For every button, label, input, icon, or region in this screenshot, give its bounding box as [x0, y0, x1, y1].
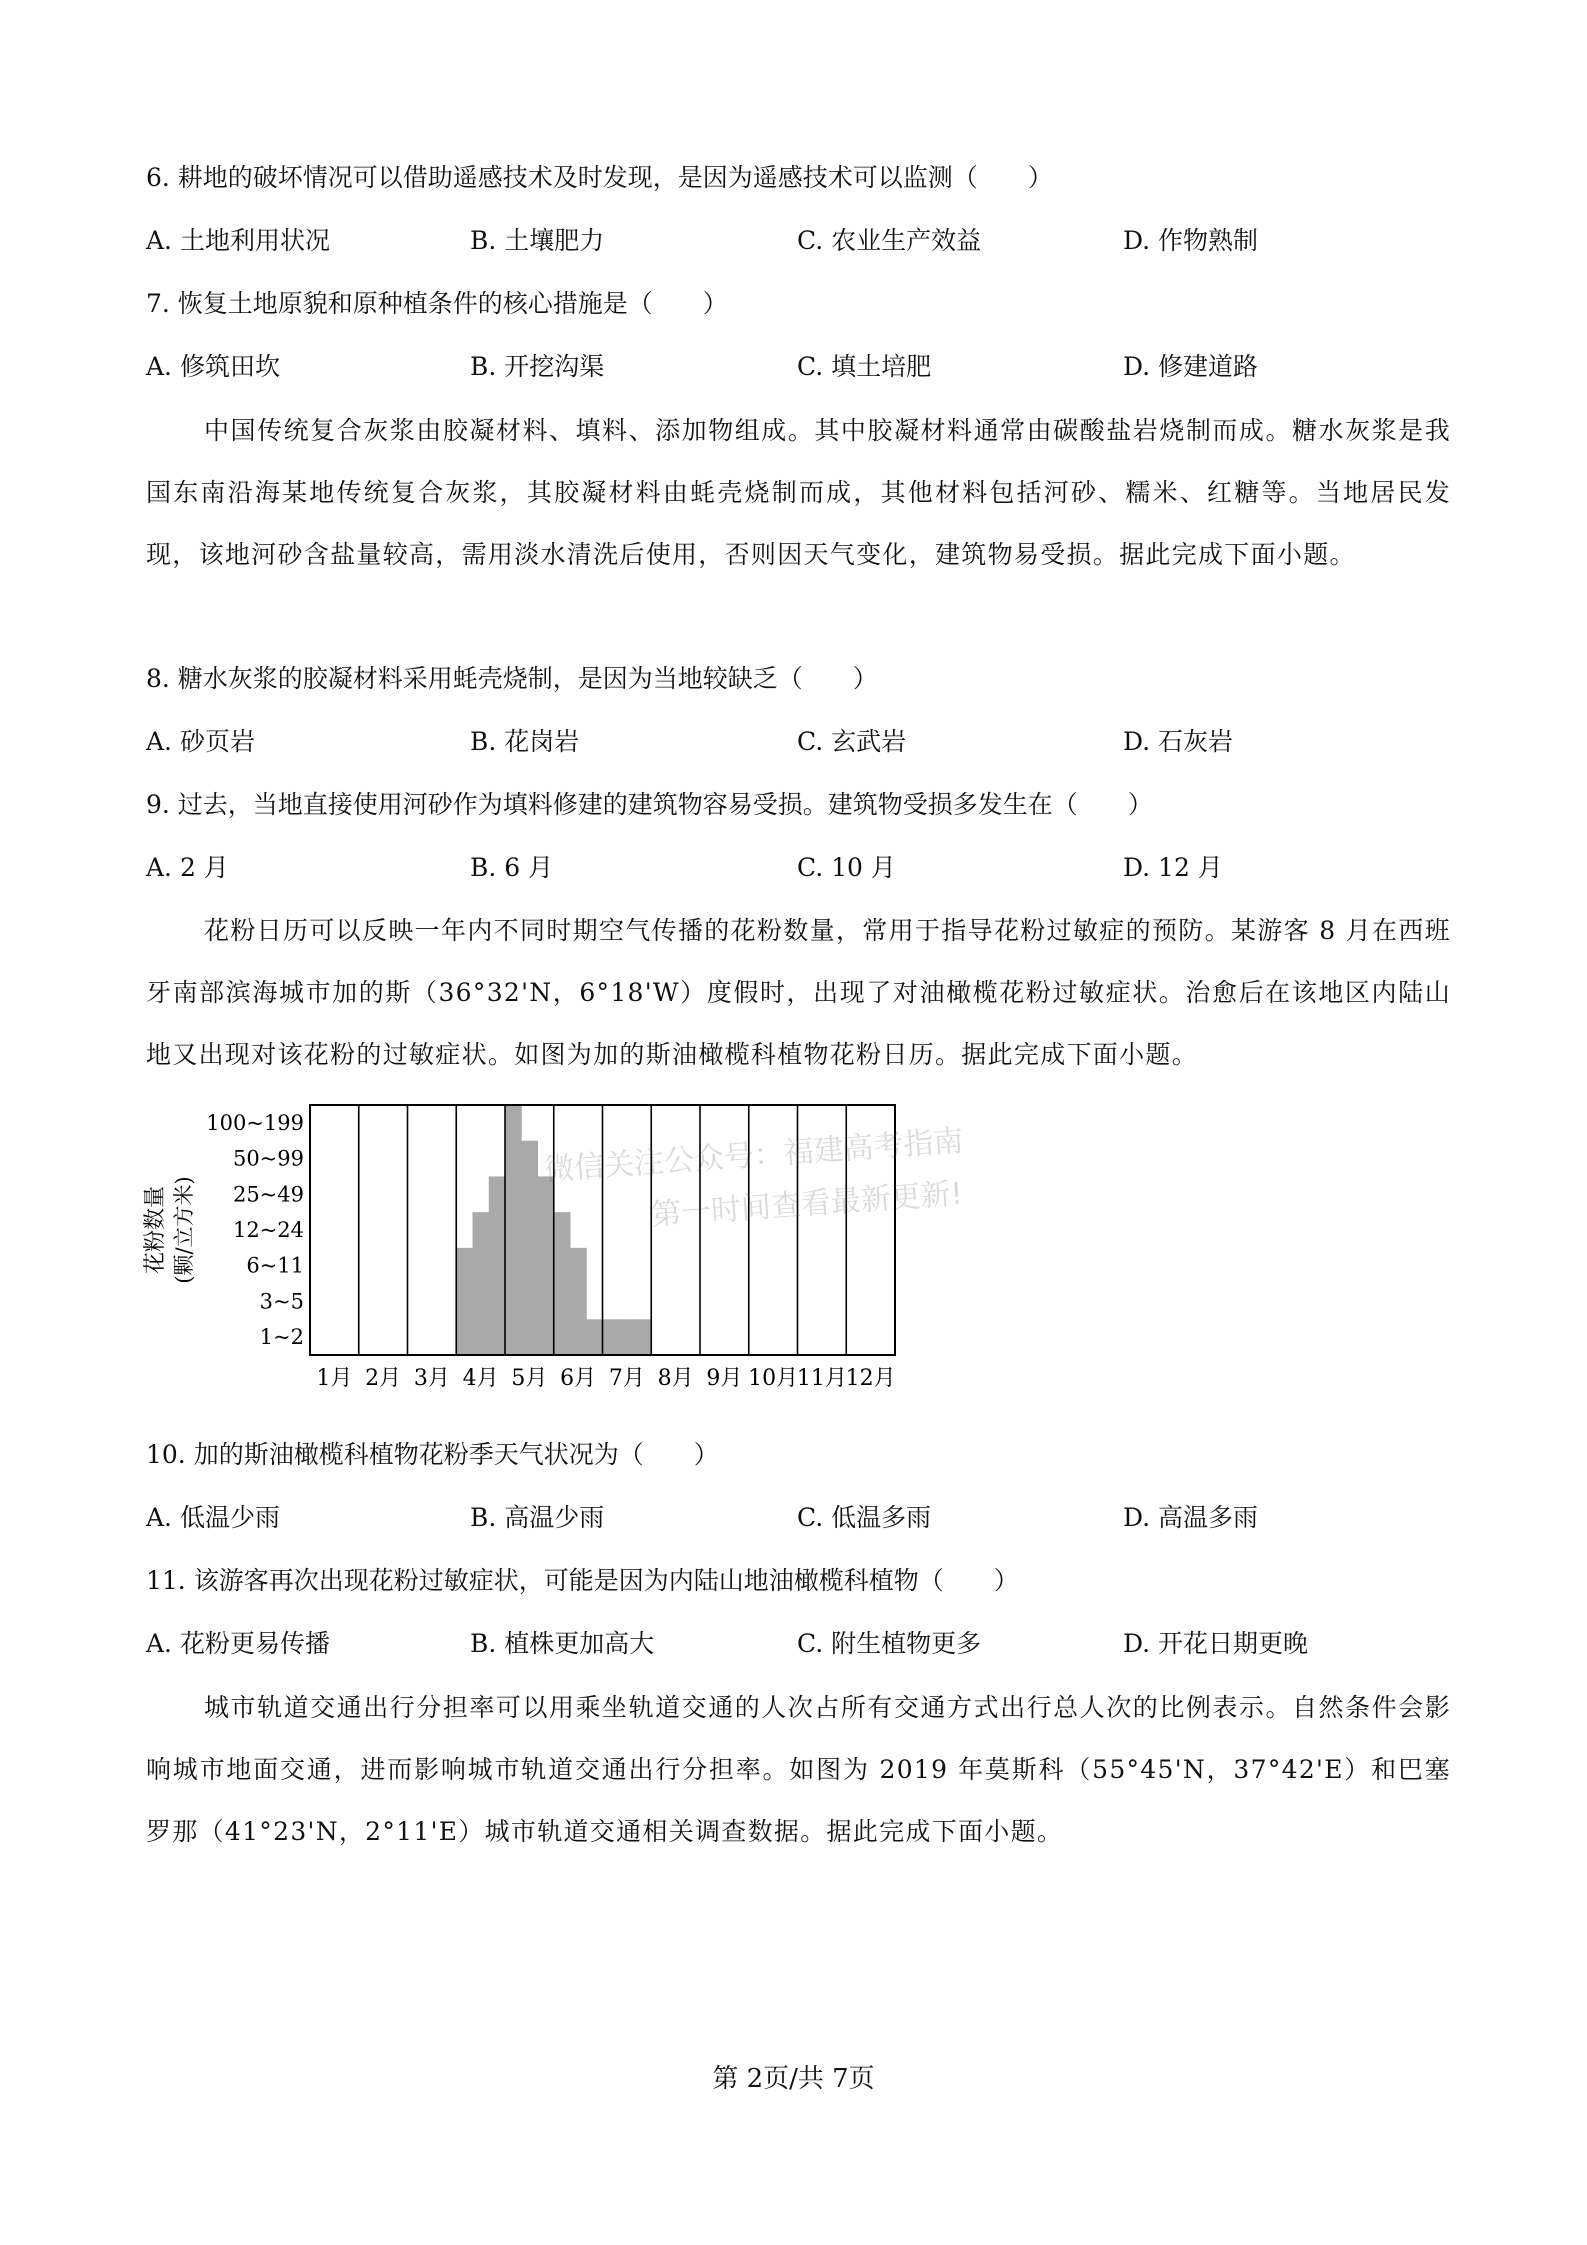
- question-10-stem: 10. 加的斯油橄榄科植物花粉季天气状况为（ ）: [146, 1440, 719, 1469]
- x-tick-label: 1月: [316, 1366, 353, 1391]
- y-tick-label: 3~5: [259, 1289, 304, 1314]
- x-tick-label: 12月: [845, 1366, 896, 1391]
- watermark-line-1: 微信关注公众号：福建高考指南: [543, 1123, 965, 1188]
- y-axis-title: 花粉数量: [143, 1185, 168, 1275]
- y-tick-label: 25~49: [232, 1182, 304, 1207]
- watermark: [543, 1124, 964, 1233]
- x-tick-label: 3月: [413, 1366, 450, 1391]
- x-tick-label: 4月: [462, 1366, 499, 1391]
- y-tick-label: 12~24: [232, 1218, 304, 1242]
- pollen-bar: [521, 1141, 538, 1355]
- x-tick-label: 8月: [657, 1366, 694, 1391]
- x-tick-label: 9月: [706, 1366, 743, 1391]
- page-number: 第 2页/共 7页: [712, 2064, 875, 2094]
- question-8-stem: 8. 糖水灰浆的胶凝材料采用蚝壳烧制，是因为当地较缺乏（ ）: [146, 664, 878, 693]
- y-tick-label: 50~99: [232, 1146, 304, 1171]
- pollen-bar: [619, 1319, 636, 1355]
- x-tick-label: 10月: [748, 1366, 799, 1391]
- x-tick-label: 2月: [365, 1366, 402, 1391]
- passage-lime-mortar: 中国传统复合灰浆由胶凝材料、填料、添加物组成。其中胶凝材料通常由碳酸盐岩烧制而成。糖水灰浆是我国东南沿海某地传统复合灰浆，其胶凝材料由蚝壳烧制而成，其他材料包括河砂、糯米、红糖等。当地居民发现，该地河砂含盐量较高，需用淡水清洗后使用，否则因天气变化，建筑物易受损。据此完成下面小题。: [146, 416, 1451, 569]
- q8-option-b: B. 花岗岩: [470, 727, 580, 756]
- q8-option-c: C. 玄武岩: [797, 727, 907, 756]
- pollen-bar: [554, 1212, 571, 1355]
- q10-option-c: C. 低温多雨: [797, 1503, 932, 1532]
- question-6-stem: 6. 耕地的破坏情况可以借助遥感技术及时发现，是因为遥感技术可以监测（ ）: [146, 163, 1053, 192]
- q9-option-c: C. 10 月: [797, 853, 896, 882]
- q11-option-a: A. 花粉更易传播: [146, 1629, 330, 1658]
- question-7-stem: 7. 恢复土地原貌和原种植条件的核心措施是（ ）: [146, 289, 728, 318]
- x-tick-labels: [316, 1366, 895, 1391]
- q7-option-c: C. 填土培肥: [797, 352, 932, 381]
- y-tick-labels: [206, 1111, 304, 1349]
- pollen-bar: [635, 1319, 652, 1355]
- pollen-bar: [586, 1319, 603, 1355]
- q8-option-a: A. 砂页岩: [146, 727, 255, 756]
- q10-option-d: D. 高温多雨: [1123, 1503, 1259, 1532]
- pollen-bar: [603, 1319, 620, 1355]
- q10-option-a: A. 低温少雨: [146, 1503, 280, 1532]
- x-tick-label: 5月: [511, 1366, 548, 1391]
- x-tick-label: 7月: [608, 1366, 645, 1391]
- pollen-bar: [473, 1212, 490, 1355]
- q6-option-b: B. 土壤肥力: [470, 226, 605, 255]
- question-11-stem: 11. 该游客再次出现花粉过敏症状，可能是因为内陆山地油橄榄科植物（ ）: [146, 1566, 1019, 1595]
- pollen-bar: [538, 1176, 555, 1355]
- q11-option-d: D. 开花日期更晚: [1123, 1629, 1309, 1658]
- q7-option-a: A. 修筑田坎: [146, 352, 280, 381]
- q9-option-d: D. 12 月: [1123, 853, 1223, 882]
- pollen-bar: [456, 1248, 473, 1355]
- passage-rail-transit: 城市轨道交通出行分担率可以用乘坐轨道交通的人次占所有交通方式出行总人次的比例表示。自然条件会影响城市地面交通，进而影响城市轨道交通出行分担率。如图为 2019 年莫斯科（55°45'N，37°42'E）和巴塞罗那（41°23'N，2°11'E）城市轨道交通相关调查数据。据此完成下面小题。: [146, 1693, 1451, 1846]
- pollen-calendar-chart: [140, 1095, 965, 1415]
- watermark-line-2: 第一时间查看最新更新!: [650, 1176, 964, 1233]
- q10-option-b: B. 高温少雨: [470, 1503, 605, 1532]
- y-axis-unit: (颗/立方米): [172, 1176, 196, 1284]
- q11-option-b: B. 植株更加高大: [470, 1629, 655, 1658]
- y-tick-label: 100~199: [206, 1110, 304, 1135]
- q8-option-d: D. 石灰岩: [1123, 727, 1234, 756]
- q6-option-c: C. 农业生产效益: [797, 226, 982, 255]
- q7-option-b: B. 开挖沟渠: [470, 352, 605, 381]
- passage-pollen-calendar: 花粉日历可以反映一年内不同时期空气传播的花粉数量，常用于指导花粉过敏症的预防。某游客 8 月在西班牙南部滨海城市加的斯（36°32'N，6°18'W）度假时，出现了对油橄榄花粉过敏症状。治愈后在该地区内陆山地又出现对该花粉的过敏症状。如图为加的斯油橄榄科植物花粉日历。据此完成下面小题。: [146, 916, 1451, 1069]
- q7-option-d: D. 修建道路: [1123, 352, 1259, 381]
- q9-option-a: A. 2 月: [146, 853, 229, 882]
- y-tick-label: 6~11: [246, 1253, 304, 1278]
- question-9-stem: 9. 过去，当地直接使用河砂作为填料修建的建筑物容易受损。建筑物受损多发生在（ ）: [146, 790, 1153, 819]
- pollen-bar: [505, 1105, 522, 1355]
- y-tick-label: 1~2: [259, 1325, 304, 1350]
- pollen-bar: [570, 1248, 587, 1355]
- q6-option-a: A. 土地利用状况: [146, 226, 330, 255]
- x-tick-label: 11月: [796, 1366, 847, 1391]
- q9-option-b: B. 6 月: [470, 853, 554, 882]
- q6-option-d: D. 作物熟制: [1123, 226, 1259, 255]
- pollen-bar: [489, 1176, 506, 1355]
- x-tick-label: 6月: [560, 1366, 597, 1391]
- q11-option-c: C. 附生植物更多: [797, 1629, 982, 1658]
